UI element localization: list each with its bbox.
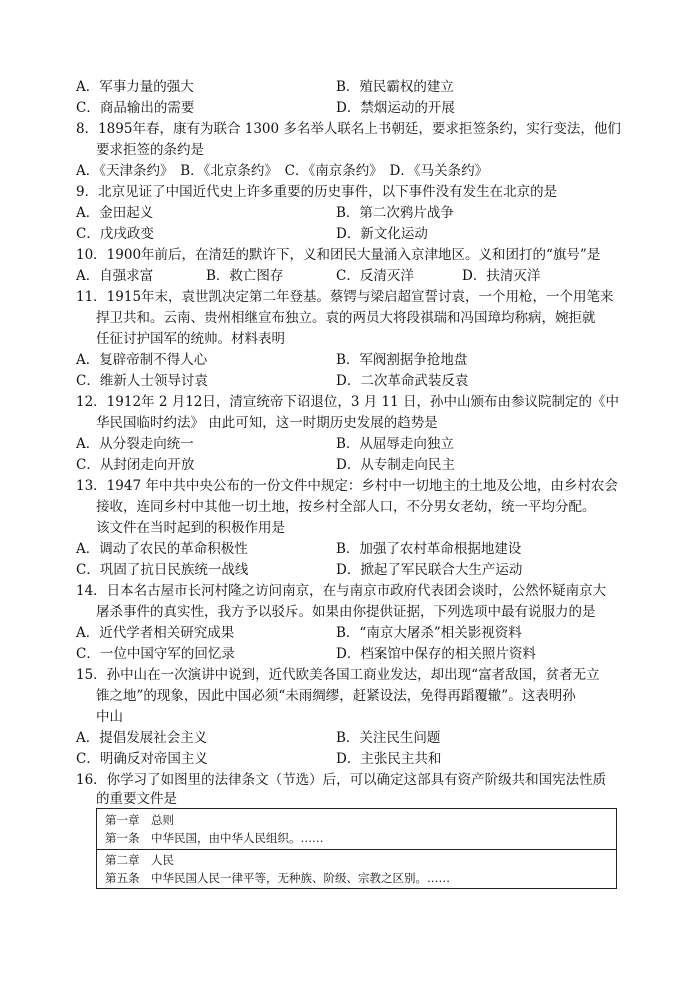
- q11-option-a: A．复辟帝制不得人心: [76, 352, 208, 368]
- q13-option-b: B．加强了农村革命根据地建设: [336, 541, 522, 557]
- q10-option-c: C．反清灭洋: [336, 268, 414, 284]
- q8-stem-line-1: 8．1895年春，康有为联合 1300 多名举人联名上书朝廷，要求拒签条约，实行变法，他们: [76, 121, 621, 137]
- law-excerpt-chapter-2: [97, 849, 616, 889]
- q15-option-c: C．明确反对帝国主义: [76, 751, 208, 767]
- q7-option-a: A．军事力量的强大: [76, 79, 194, 95]
- chapter-2-title: 第二章 人民: [105, 853, 174, 867]
- q11-option-c: C．维新人士领导讨袁: [76, 373, 208, 389]
- q8-options: A．《天津条约》 B．《北京条约》 C．《南京条约》 D．《马关条约》: [76, 163, 489, 179]
- q13-stem-line-3: 该文件在当时起到的积极作用是: [96, 520, 285, 536]
- q7-option-b: B．殖民霸权的建立: [336, 79, 454, 95]
- q10-stem: 10．1900年前后，在清廷的默许下，义和团民大量涌入京津地区。义和团打的“旗号”是: [76, 247, 601, 263]
- q10-option-b: B．救亡图存: [206, 268, 284, 284]
- q14-option-b: B．“南京大屠杀”相关影视资料: [336, 625, 522, 641]
- q16-stem-line-1: 16．你学习了如图里的法律条文（节选）后，可以确定这部具有资产阶级共和国宪法性质: [76, 772, 607, 788]
- q9-option-d: D．新文化运动: [336, 226, 428, 242]
- q15-stem-line-1: 15．孙中山在一次演讲中说到，近代欧美各国工商业发达，却出现“富者敌国，贫者无立: [76, 667, 600, 683]
- q15-option-b: B．关注民生问题: [336, 730, 441, 746]
- q11-option-d: D．二次革命武装反袁: [336, 373, 469, 389]
- q14-option-c: C．一位中国守军的回忆录: [76, 646, 235, 662]
- q15-option-d: D．主张民主共和: [336, 751, 442, 767]
- q12-stem-line-1: 12．1912年 2 月12日，清宣统帝下诏退位，3 月 11 日，孙中山颁布由参议院制定的《中: [76, 394, 620, 410]
- q13-option-d: D．掀起了军民联合大生产运动: [336, 562, 523, 578]
- q12-option-c: C．从封闭走向开放: [76, 457, 195, 473]
- q11-stem-line-3: 任征讨护国军的统帅。材料表明: [96, 331, 285, 347]
- q10-option-d: D．扶清灭洋: [462, 268, 541, 284]
- law-excerpt-table: [96, 808, 617, 889]
- q7-option-c: C．商品输出的需要: [76, 100, 195, 116]
- q11-stem-line-2: 捍卫共和。云南、贵州相继宣布独立。袁的两员大将段祺瑞和冯国璋均称病，婉拒就: [96, 310, 596, 326]
- q11-option-b: B．军阀割据争抢地盘: [336, 352, 468, 368]
- q15-stem-line-2: 锥之地”的现象，因此中国必须“未雨绸缪，赶紧设法，免得再蹈覆辙”。这表明孙: [96, 688, 576, 704]
- q13-option-a: A．调动了农民的革命积极性: [76, 541, 248, 557]
- q9-option-b: B．第二次鸦片战争: [336, 205, 454, 221]
- q12-stem-line-2: 华民国临时约法》 由此可知，这一时期历史发展的趋势是: [96, 415, 438, 431]
- q15-option-a: A．提倡发展社会主义: [76, 730, 208, 746]
- q14-stem-line-2: 屠杀事件的真实性，我方予以驳斥。如果由你提供证据，下列选项中最有说服力的是: [96, 604, 596, 620]
- chapter-2-article: 第五条 中华民国人民一律平等，无种族、阶级、宗教之区别。……: [105, 871, 450, 885]
- q14-option-a: A．近代学者相关研究成果: [76, 625, 235, 641]
- chapter-1-title: 第一章 总则: [105, 813, 174, 827]
- q14-stem-line-1: 14．日本名古屋市长河村隆之访问南京，在与南京市政府代表团会谈时，公然怀疑南京大: [76, 583, 607, 599]
- q8-stem-line-2: 要求拒签的条约是: [96, 142, 204, 158]
- q12-option-b: B．从屈辱走向独立: [336, 436, 454, 452]
- chapter-1-article: 第一条 中华民国，由中华人民组织。……: [105, 831, 324, 845]
- q13-stem-line-2: 接收，连同乡村中其他一切土地，按乡村全部人口，不分男女老幼，统一平均分配。: [96, 499, 596, 515]
- q11-stem-line-1: 11．1915年末，袁世凯决定第二年登基。蔡锷与梁启超宣誓讨袁，一个用枪，一个用笔来: [76, 289, 614, 305]
- q12-option-a: A．从分裂走向统一: [76, 436, 194, 452]
- q9-option-c: C．戊戌政变: [76, 226, 154, 242]
- q7-option-d: D．禁烟运动的开展: [336, 100, 455, 116]
- q10-option-a: A．自强求富: [76, 268, 154, 284]
- law-excerpt-chapter-1: [97, 809, 616, 848]
- q15-stem-line-3: 中山: [96, 709, 123, 725]
- q13-option-c: C．巩固了抗日民族统一战线: [76, 562, 249, 578]
- q16-stem-line-2: 的重要文件是: [96, 791, 177, 807]
- q14-option-d: D．档案馆中保存的相关照片资料: [336, 646, 536, 662]
- q9-stem: 9．北京见证了中国近代史上许多重要的历史事件，以下事件没有发生在北京的是: [76, 184, 558, 200]
- q13-stem-line-1: 13．1947 年中共中央公布的一份文件中规定：乡村中一切地主的土地及公地，由乡村农会: [76, 478, 618, 494]
- q12-option-d: D．从专制走向民主: [336, 457, 455, 473]
- q9-option-a: A．金田起义: [76, 205, 154, 221]
